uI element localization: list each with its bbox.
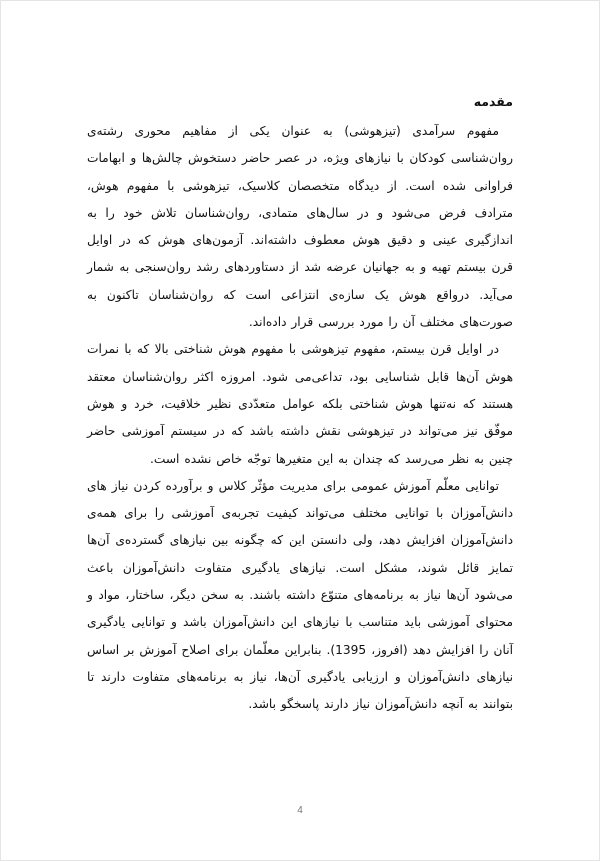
page-content <box>87 92 513 719</box>
paragraph-3: توانایی معلّم آموزش عمومی برای مدیریت مؤثّر کلاس و برآورده کردن نیاز های دانش‌آموزان با توانایی مختلف می‌تواند کیفیت تجربه‌ی آموزشی را برای همه‌ی دانش‌آموزان افزایش دهد، ولی دانستن این که چگونه بین نیازهای گسترده‌ی آن‌ها تمایز قائل شوند، مشکل است. نیازهای یادگیری متفاوت دانش‌آموزان باعث می‌شود آن‌ها نیاز به برنامه‌های متنوّع داشته باشند. به سخن دیگر، ساختار، مواد و محتوای آموزشی باید متناسب با نیازهای این دانش‌آموزان باشد و توانایی یادگیری آنان را افزایش دهد (افروز، 1395). بنابراین معلّمان برای اصلاح آموزش بر اساس نیازهای دانش‌آموزان و ارزیابی یادگیری آن‌ها، نیاز به برنامه‌های متفاوت دارند تا بتوانند به آنچه دانش‌آموزان نیاز دارند پاسخگو باشد. <box>87 478 513 712</box>
paragraph-2: در اوایل قرن بیستم، مفهوم تیزهوشی با مفهوم هوش شناختی بالا که با نمرات هوش آن‌ها قابل شناسایی بود، تداعی‌می شود. امروزه اکثر روان‌شناسان معتقد هستند که نه‌تنها هوش شناختی بلکه عوامل متعدّدی نظیر خلاقیت، خرد و هوش موفّق نیز می‌تواند در تیزهوشی نقش داشته باشد که در سیستم آموزشی حاضر چنین به نظر می‌رسد که چندان به این متغیرها توجّه خاص نشده است. <box>87 342 513 466</box>
paragraph-1: مفهوم سرآمدی (تیزهوشی) به عنوان یکی از مفاهیم محوری رشته‌ی روان‌شناسی کودکان با نیازهای ویژه، در عصر حاضر دستخوش چالش‌ها و ابهامات فراوانی شده است. از دیدگاه متخصصان کلاسیک، تیزهوشی با مفهوم هوش، مترادف فرض می‌شود و در سال‌های متمادی، روان‌شناسان تلاش خود را به اندازگیری عینی و دقیق هوش معطوف داشته‌اند. آزمون‌های هوش که در اوایل قرن بیستم تهیه و به جهانیان عرضه شد از دستاوردهای رشد روان‌سنجی به شمار می‌آید. درواقع هوش یک سازه‌ی انتزاعی است که روان‌شناسان تاکنون به صورت‌های مختلف آن را مورد بررسی قرار داده‌اند. <box>87 124 513 330</box>
page-number: 4 <box>297 805 303 816</box>
section-heading: مقدمه <box>473 94 513 109</box>
